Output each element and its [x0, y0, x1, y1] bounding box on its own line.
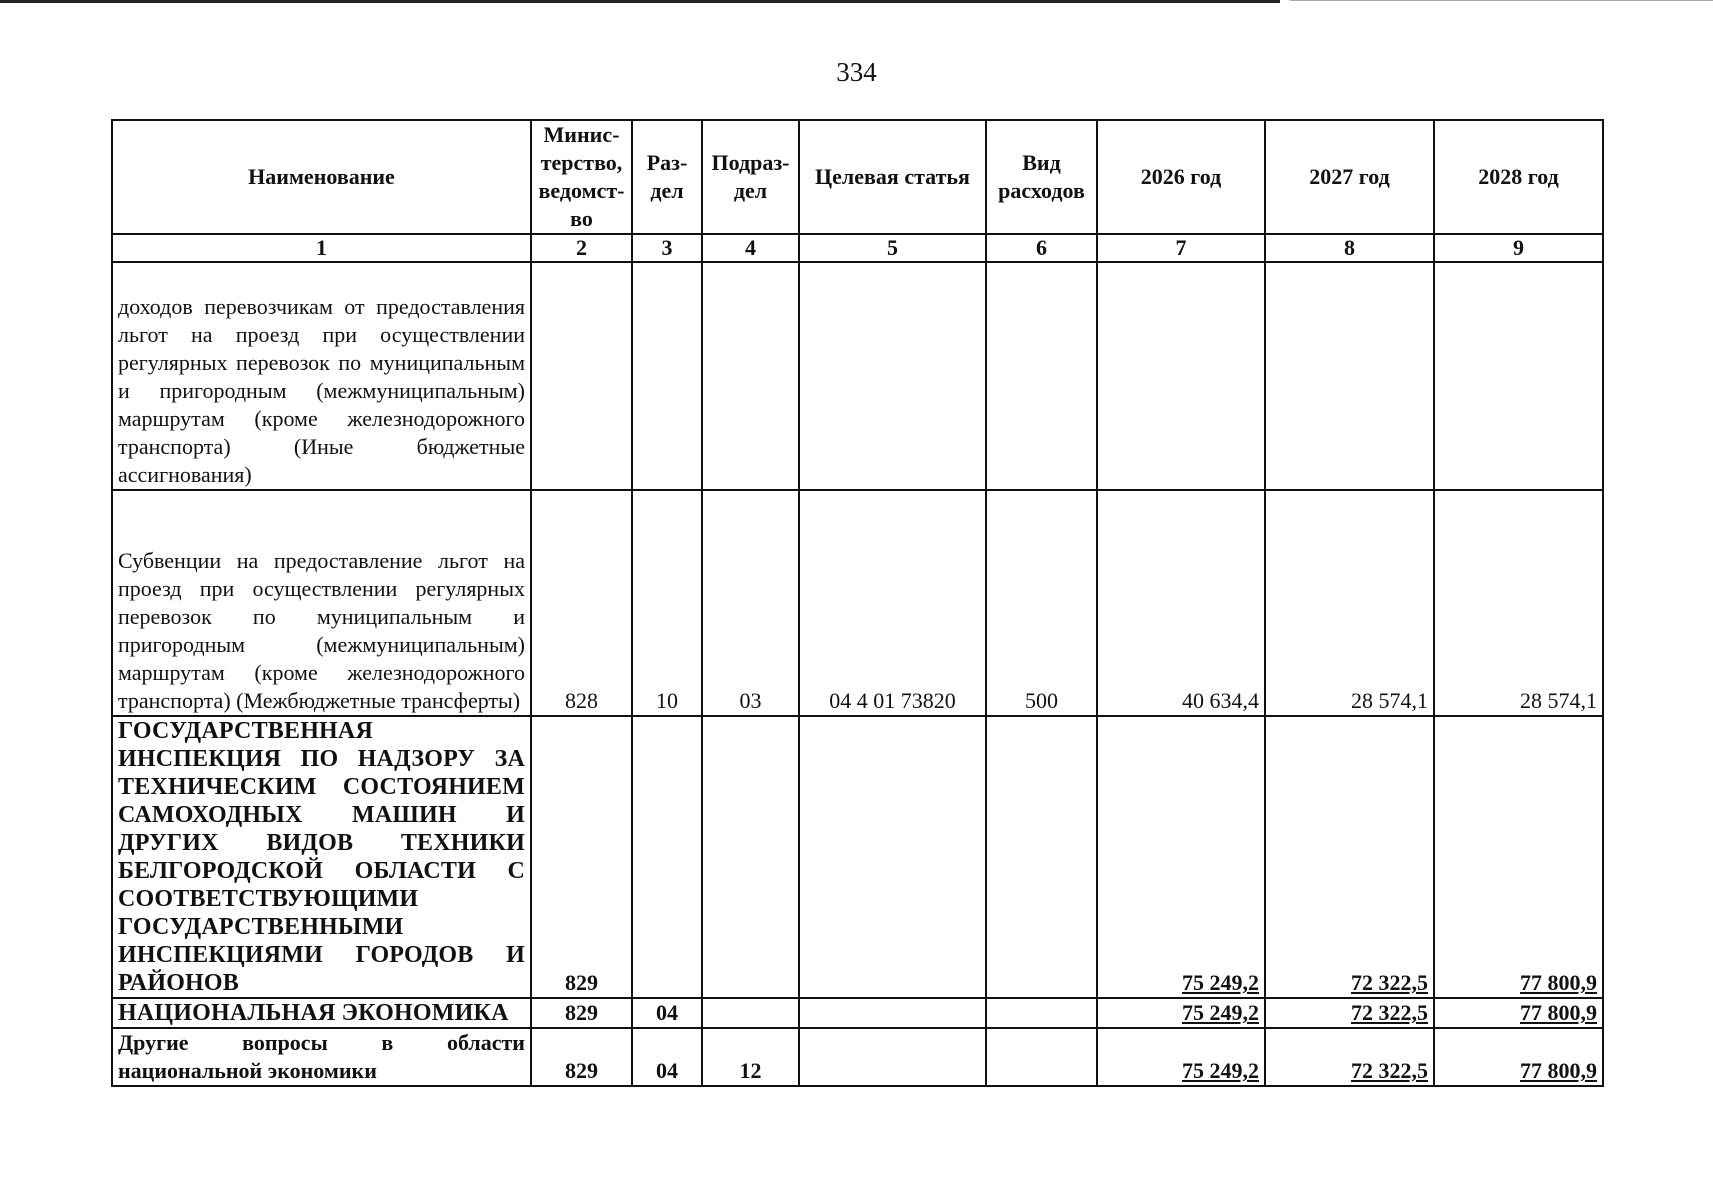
row-2026: 75 249,2 — [1097, 1028, 1265, 1086]
row-subsection: 03 — [702, 490, 799, 716]
row-ministry: 829 — [531, 1028, 632, 1086]
row-2028: 28 574,1 — [1434, 490, 1603, 716]
column-number: 8 — [1265, 234, 1434, 262]
row-ministry: 828 — [531, 490, 632, 716]
table-header-row — [112, 120, 1603, 234]
row-2027: 72 322,5 — [1265, 716, 1434, 998]
row-name: Другие вопросы в области национальной экономики — [112, 1028, 531, 1086]
column-number: 5 — [799, 234, 986, 262]
row-section — [632, 716, 702, 998]
row-section: 04 — [632, 1028, 702, 1086]
row-target — [799, 716, 986, 998]
row-2027: 28 574,1 — [1265, 490, 1434, 716]
column-number: 7 — [1097, 234, 1265, 262]
column-number: 2 — [531, 234, 632, 262]
row-section: 10 — [632, 490, 702, 716]
row-target — [799, 262, 986, 490]
row-2028: 77 800,9 — [1434, 1028, 1603, 1086]
row-2026: 40 634,4 — [1097, 490, 1265, 716]
row-expense-type — [986, 716, 1097, 998]
header-ministry: Минис-терство, ведомст-во — [531, 120, 632, 234]
row-2028: 77 800,9 — [1434, 998, 1603, 1028]
row-expense-type — [986, 998, 1097, 1028]
row-target: 04 4 01 73820 — [799, 490, 986, 716]
header-2027: 2027 год — [1265, 120, 1434, 234]
row-subsection — [702, 262, 799, 490]
header-expense-type: Вид расходов — [986, 120, 1097, 234]
column-number: 9 — [1434, 234, 1603, 262]
row-2026: 75 249,2 — [1097, 716, 1265, 998]
column-number: 1 — [112, 234, 531, 262]
row-2026 — [1097, 262, 1265, 490]
column-number: 4 — [702, 234, 799, 262]
row-expense-type — [986, 1028, 1097, 1086]
scan-edge-line — [0, 0, 1280, 3]
header-section: Раз-дел — [632, 120, 702, 234]
table-row — [112, 1028, 1603, 1086]
row-name: доходов перевозчикам от предоставления льгот на проезд при осуществлении регулярных перевозок по муниципальным и пригородным (межмуниципальным) маршрутам (кроме железнодорожного транспорта) (Иные бюджетные ассигнования) — [112, 262, 531, 490]
row-2026: 75 249,2 — [1097, 998, 1265, 1028]
header-name: Наименование — [112, 120, 531, 234]
table-row — [112, 262, 1603, 490]
budget-table — [111, 119, 1604, 1087]
row-2028 — [1434, 262, 1603, 490]
row-ministry: 829 — [531, 716, 632, 998]
row-ministry — [531, 262, 632, 490]
row-section — [632, 262, 702, 490]
scan-edge-line-right — [1290, 0, 1713, 1]
row-2028: 77 800,9 — [1434, 716, 1603, 998]
row-2027: 72 322,5 — [1265, 1028, 1434, 1086]
row-ministry: 829 — [531, 998, 632, 1028]
table-row — [112, 490, 1603, 716]
header-target: Целевая статья — [799, 120, 986, 234]
row-expense-type: 500 — [986, 490, 1097, 716]
row-expense-type — [986, 262, 1097, 490]
row-name: Субвенции на предоставление льгот на проезд при осуществлении регулярных перевозок по муниципальным и пригородным (межмуниципальным) маршрутам (кроме железнодорожного транспорта) (Межбюджетные трансферты) — [112, 490, 531, 716]
row-name: ГОСУДАРСТВЕННАЯ ИНСПЕКЦИЯ ПО НАДЗОРУ ЗА ТЕХНИЧЕСКИМ СОСТОЯНИЕМ САМОХОДНЫХ МАШИН И ДРУГИХ ВИДОВ ТЕХНИКИ БЕЛГОРОДСКОЙ ОБЛАСТИ С СООТВЕТСТВУЮЩИМИ ГОСУДАРСТВЕННЫМИ ИНСПЕКЦИЯМИ ГОРОДОВ И РАЙОНОВ — [112, 716, 531, 998]
table-row — [112, 998, 1603, 1028]
table-row — [112, 716, 1603, 998]
row-name: НАЦИОНАЛЬНАЯ ЭКОНОМИКА — [112, 998, 531, 1028]
row-section: 04 — [632, 998, 702, 1028]
row-subsection — [702, 716, 799, 998]
row-2027: 72 322,5 — [1265, 998, 1434, 1028]
row-subsection — [702, 998, 799, 1028]
row-target — [799, 1028, 986, 1086]
header-2026: 2026 год — [1097, 120, 1265, 234]
column-number-row — [112, 234, 1603, 262]
page-number: 334 — [836, 57, 877, 87]
row-2027 — [1265, 262, 1434, 490]
column-number: 6 — [986, 234, 1097, 262]
row-subsection: 12 — [702, 1028, 799, 1086]
header-subsection: Подраз-дел — [702, 120, 799, 234]
row-target — [799, 998, 986, 1028]
header-2028: 2028 год — [1434, 120, 1603, 234]
column-number: 3 — [632, 234, 702, 262]
